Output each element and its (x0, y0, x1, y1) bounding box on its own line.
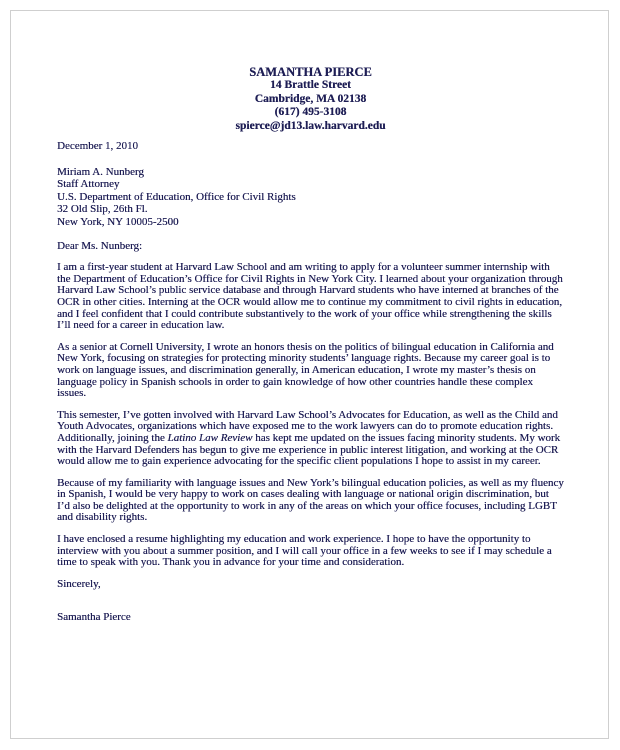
signature-name: Samantha Pierce (57, 611, 131, 624)
letter-date: December 1, 2010 (57, 140, 138, 153)
sender-email: spierce@jd13.law.harvard.edu (235, 119, 386, 132)
recipient-address-line1: 32 Old Slip, 26th Fl. (57, 203, 148, 216)
closing: Sincerely, (57, 577, 101, 590)
body-paragraph-3-text-before: This semester, I’ve gotten involved with Harvard Law School’s Advocates for Education, as well as the Child and Youth Advocates, organizations which have exposed me to the work lawyers can do to promote education rights. Additionally, joining the (57, 408, 558, 444)
recipient-address-line2: New York, NY 10005-2500 (57, 216, 179, 228)
body-paragraph-5: I have enclosed a resume highlighting my education and work experience. I hope to have the opportunity to interview with you about a summer position, and I will call your office in a few weeks to see if I may schedule a time to speak with you. Thank you in advance for your time and consideration. (57, 533, 552, 569)
recipient-block (57, 166, 564, 229)
letterhead (57, 66, 564, 133)
body-paragraph-4: Because of my familiarity with language issues and New York’s bilingual education policies, as well as my fluency in Spanish, I would be very happy to work on cases dealing with language or national origin discrimination, but I’d also be delighted at the opportunity to work in any of the areas on which your office focuses, including LGBT and disability rights. (57, 476, 564, 524)
recipient-title: Staff Attorney (57, 178, 120, 191)
body-paragraph-3 (57, 410, 564, 468)
body-paragraph-1: I am a first-year student at Harvard Law School and am writing to apply for a volunteer summer internship with the Department of Education’s Office for Civil Rights in New York City. I learned about your organization through Harvard Law School’s public service database and through Harvard students who have interned at branches of the OCR in other cities. Interning at the OCR would allow me to continue my commitment to civil rights in education, and I feel confident that I could contribute substantively to the work of your office while strengthening the skills I’ll need for a career in education law. (57, 261, 563, 332)
recipient-organization: U.S. Department of Education, Office for Civil Rights (57, 190, 296, 203)
sender-name: SAMANTHA PIERCE (249, 65, 372, 79)
body-paragraph-2: As a senior at Cornell University, I wrote an honors thesis on the politics of bilingual education in California and New York, focusing on strategies for protecting minority students’ language rights. Because my career goal is to work on language issues, and discrimination generally, in American education, I wrote my master’s thesis on language policy in Spanish schools in order to gain knowledge of how other countries handle these complex issues. (57, 340, 554, 400)
sender-address-line2: Cambridge, MA 02138 (254, 92, 367, 105)
body-paragraph-3-text-after: has kept me updated on the issues facing minority students. My work with the Harvard Defenders has begun to give me experience in public interest litigation, and working at the OCR would allow me to gain experience advocating for the specific client populations I hope to assist in my career. (57, 431, 561, 468)
recipient-name: Miriam A. Nunberg (57, 165, 144, 178)
salutation: Dear Ms. Nunberg: (57, 239, 143, 252)
sender-address-line1: 14 Brattle Street (270, 79, 351, 92)
letter-document (10, 10, 609, 739)
latino-law-review-italic-title: Latino Law Review (167, 431, 253, 444)
sender-phone: (617) 495-3108 (274, 106, 347, 119)
